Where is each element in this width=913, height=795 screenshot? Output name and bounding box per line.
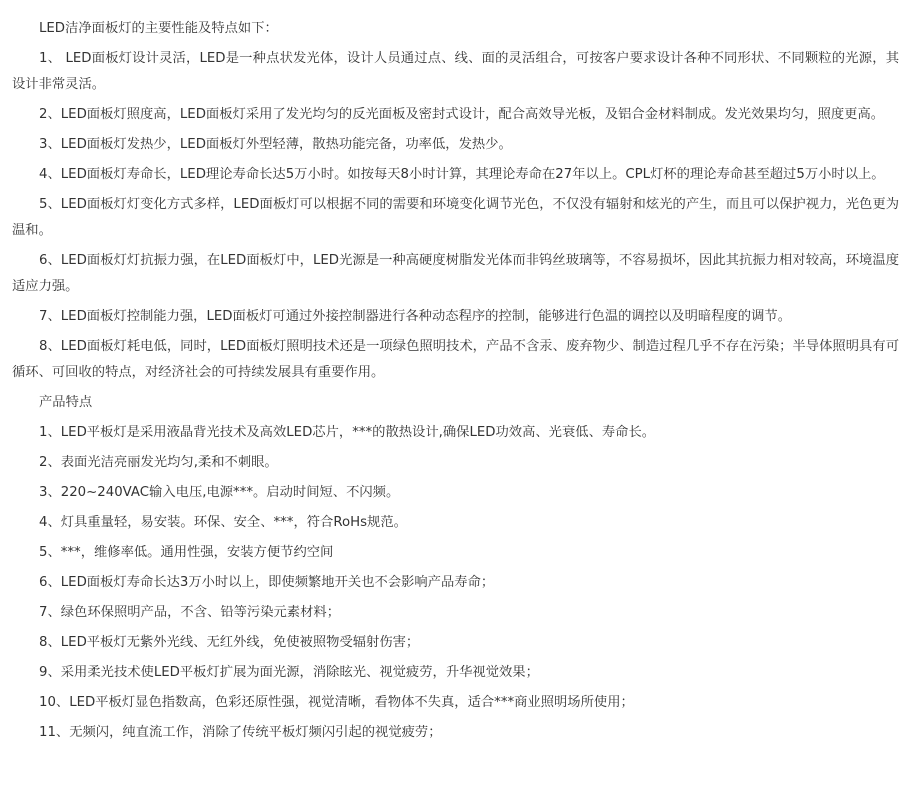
feature-paragraph-1: 1、 LED面板灯设计灵活，LED是一种点状发光体，设计人员通过点、线、面的灵活组合，可按客户要求设计各种不同形状、不同颗粒的光源，其设计非常灵活。 <box>12 51 899 92</box>
intro-paragraph: LED洁净面板灯的主要性能及特点如下： <box>39 21 278 36</box>
product-point-5: 5、***，维修率低。通用性强，安装方便节约空间 <box>39 545 334 560</box>
feature-paragraph-6: 6、LED面板灯灯抗振力强，在LED面板灯中，LED光源是一种高硬度树脂发光体而非钨丝玻璃等，不容易损坏，因此其抗振力相对较高，环境温度适应力强。 <box>12 253 899 294</box>
feature-paragraph-2: 2、LED面板灯照度高，LED面板灯采用了发光均匀的反光面板及密封式设计，配合高效导光板，及铝合金材料制成。发光效果均匀，照度更高。 <box>39 107 885 122</box>
product-point-3: 3、220~240VAC输入电压,电源***。启动时间短、不闪频。 <box>39 485 400 500</box>
feature-paragraph-7: 7、LED面板灯控制能力强，LED面板灯可通过外接控制器进行各种动态程序的控制，能够进行色温的调控以及明暗程度的调节。 <box>39 309 791 324</box>
feature-paragraph-3: 3、LED面板灯发热少，LED面板灯外型轻薄，散热功能完备，功率低，发热少。 <box>39 137 512 152</box>
product-point-1: 1、LED平板灯是采用液晶背光技术及高效LED芯片，***的散热设计,确保LED功效高、光衰低、寿命长。 <box>39 425 656 440</box>
product-point-11: 11、无频闪，纯直流工作，消除了传统平板灯频闪引起的视觉疲劳； <box>39 725 442 740</box>
product-point-10: 10、LED平板灯显色指数高，色彩还原性强，视觉清晰，看物体不失真，适合***商业照明场所使用； <box>39 695 634 710</box>
product-point-7: 7、绿色环保照明产品，不含、铅等污染元素材料； <box>39 605 340 620</box>
feature-paragraph-5: 5、LED面板灯灯变化方式多样，LED面板灯可以根据不同的需要和环境变化调节光色，不仅没有辐射和炫光的产生，而且可以保护视力，光色更为温和。 <box>12 197 899 238</box>
product-heading: 产品特点 <box>39 395 93 410</box>
product-point-4: 4、灯具重量轻，易安装。环保、安全、***，符合RoHs规范。 <box>39 515 407 530</box>
feature-paragraph-4: 4、LED面板灯寿命长，LED理论寿命长达5万小时。如按每天8小时计算，其理论寿命在27年以上。CPL灯杯的理论寿命甚至超过5万小时以上。 <box>39 167 885 182</box>
product-point-9: 9、采用柔光技术使LED平板灯扩展为面光源，消除眩光、视觉疲劳，升华视觉效果； <box>39 665 539 680</box>
feature-paragraph-8: 8、LED面板灯耗电低，同时，LED面板灯照明技术还是一项绿色照明技术，产品不含汞、废弃物少、制造过程几乎不存在污染；半导体照明具有可循环、可回收的特点，对经济社会的可持续发展具有重要作用。 <box>12 339 899 380</box>
product-point-6: 6、LED面板灯寿命长达3万小时以上，即使频繁地开关也不会影响产品寿命； <box>39 575 495 590</box>
product-point-8: 8、LED平板灯无紫外光线、无红外线，免使被照物受辐射伤害； <box>39 635 420 650</box>
product-point-2: 2、表面光洁亮丽发光均匀,柔和不刺眼。 <box>39 455 278 470</box>
